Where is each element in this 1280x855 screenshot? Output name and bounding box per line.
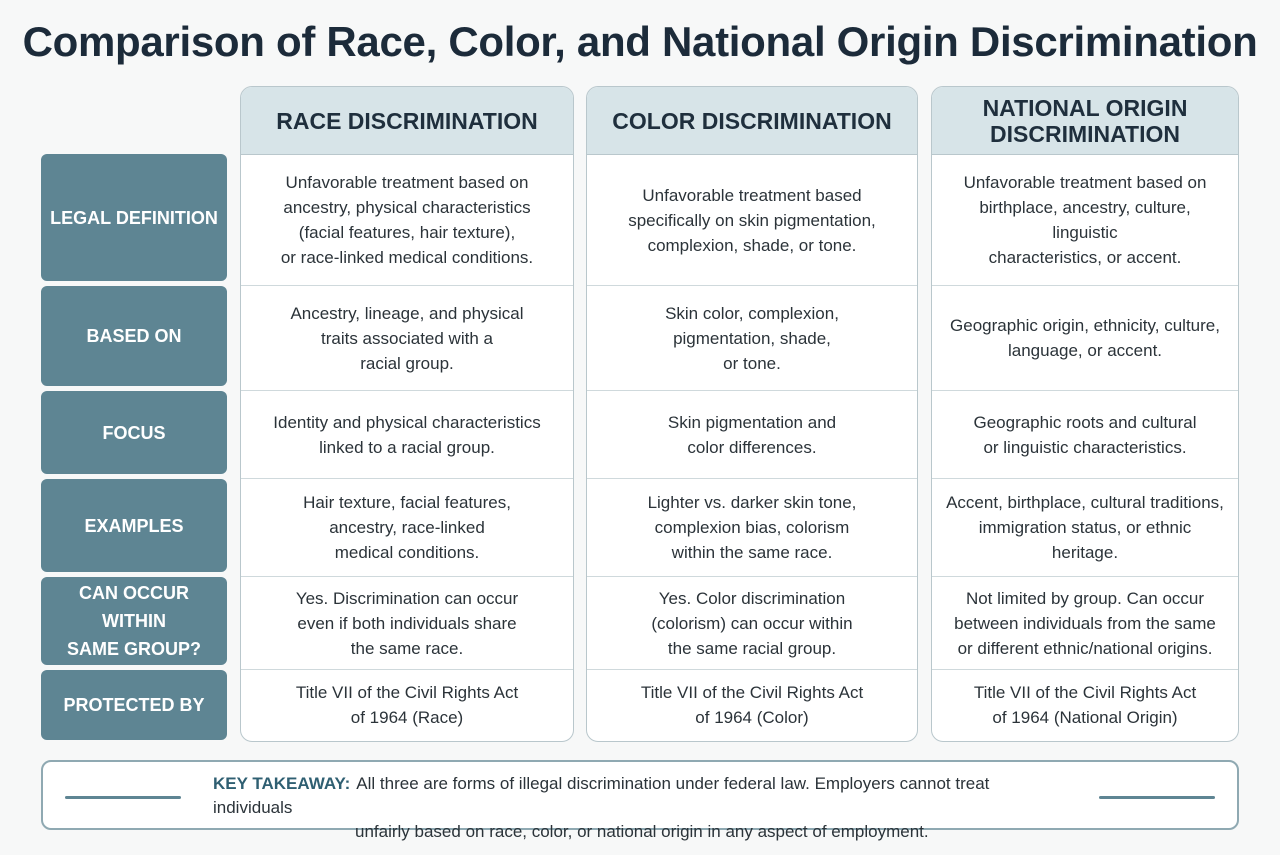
key-takeaway-lead: KEY TAKEAWAY: — [213, 774, 351, 793]
key-takeaway-line-1: All three are forms of illegal discrimination under federal law. Employers cannot treat individuals — [213, 774, 990, 817]
cell-race-legal-definition: Unfavorable treatment based on ancestry, physical characteristics (facial features, hair texture), or race-linked medical conditions. — [241, 155, 573, 286]
row-label-examples: EXAMPLES — [41, 479, 227, 572]
cell-color-based-on: Skin color, complexion, pigmentation, shade, or tone. — [587, 286, 917, 391]
cell-national-origin-focus: Geographic roots and cultural or linguistic characteristics. — [932, 391, 1238, 479]
cell-color-protected-by: Title VII of the Civil Rights Act of 1964 (Color) — [640, 683, 864, 727]
column-header-color: COLOR DISCRIMINATION — [587, 87, 917, 155]
row-label-same-group: CAN OCCUR WITHIN SAME GROUP? — [41, 577, 227, 665]
column-color — [586, 86, 918, 742]
key-takeaway-text — [213, 772, 1073, 844]
cell-race-based-on: Ancestry, lineage, and physical traits associated with a racial group. — [241, 286, 573, 391]
cell-national-origin-based-on: Geographic origin, ethnicity, culture, language, or accent. — [932, 286, 1238, 391]
cell-color-focus: Skin pigmentation and color differences. — [587, 391, 917, 479]
row-label-focus: FOCUS — [41, 391, 227, 474]
column-header-national-origin: NATIONAL ORIGIN DISCRIMINATION — [932, 87, 1238, 155]
row-label-legal-definition: LEGAL DEFINITION — [41, 154, 227, 281]
row-label-protected-by: PROTECTED BY — [41, 670, 227, 740]
row-label-based-on: BASED ON — [41, 286, 227, 386]
cell-national-origin-protected-by: Title VII of the Civil Rights Act of 1964 (National Origin) — [973, 683, 1197, 727]
right-divider — [1099, 796, 1215, 799]
column-race — [240, 86, 574, 742]
cell-race-focus: Identity and physical characteristics linked to a racial group. — [241, 391, 573, 479]
cell-national-origin-legal-definition: Unfavorable treatment based on birthplace, ancestry, culture, linguistic characteristics, or accent. — [932, 155, 1238, 286]
cell-color-same-group: Yes. Color discrimination (colorism) can occur within the same racial group. — [587, 577, 917, 670]
cell-color-examples: Lighter vs. darker skin tone, complexion bias, colorism within the same race. — [587, 479, 917, 577]
key-takeaway-box — [41, 760, 1239, 841]
cell-race-protected-by: Title VII of the Civil Rights Act of 1964 (Race) — [295, 683, 519, 727]
column-header-race: RACE DISCRIMINATION — [241, 87, 573, 155]
left-divider — [65, 796, 181, 799]
key-takeaway-line-2: unfairly based on race, color, or national origin in any aspect of employment. — [355, 822, 929, 841]
cell-race-examples: Hair texture, facial features, ancestry, race-linked medical conditions. — [241, 479, 573, 577]
page-title: Comparison of Race, Color, and National Origin Discrimination — [22, 18, 1258, 65]
cell-race-same-group: Yes. Discrimination can occur even if both individuals share the same race. — [241, 577, 573, 670]
column-national-origin — [931, 86, 1239, 742]
cell-national-origin-examples: Accent, birthplace, cultural traditions, immigration status, or ethnic heritage. — [932, 479, 1238, 577]
cell-color-legal-definition: Unfavorable treatment based specifically on skin pigmentation, complexion, shade, or tone. — [587, 155, 917, 286]
cell-national-origin-same-group: Not limited by group. Can occur between individuals from the same or different ethnic/national origins. — [932, 577, 1238, 670]
